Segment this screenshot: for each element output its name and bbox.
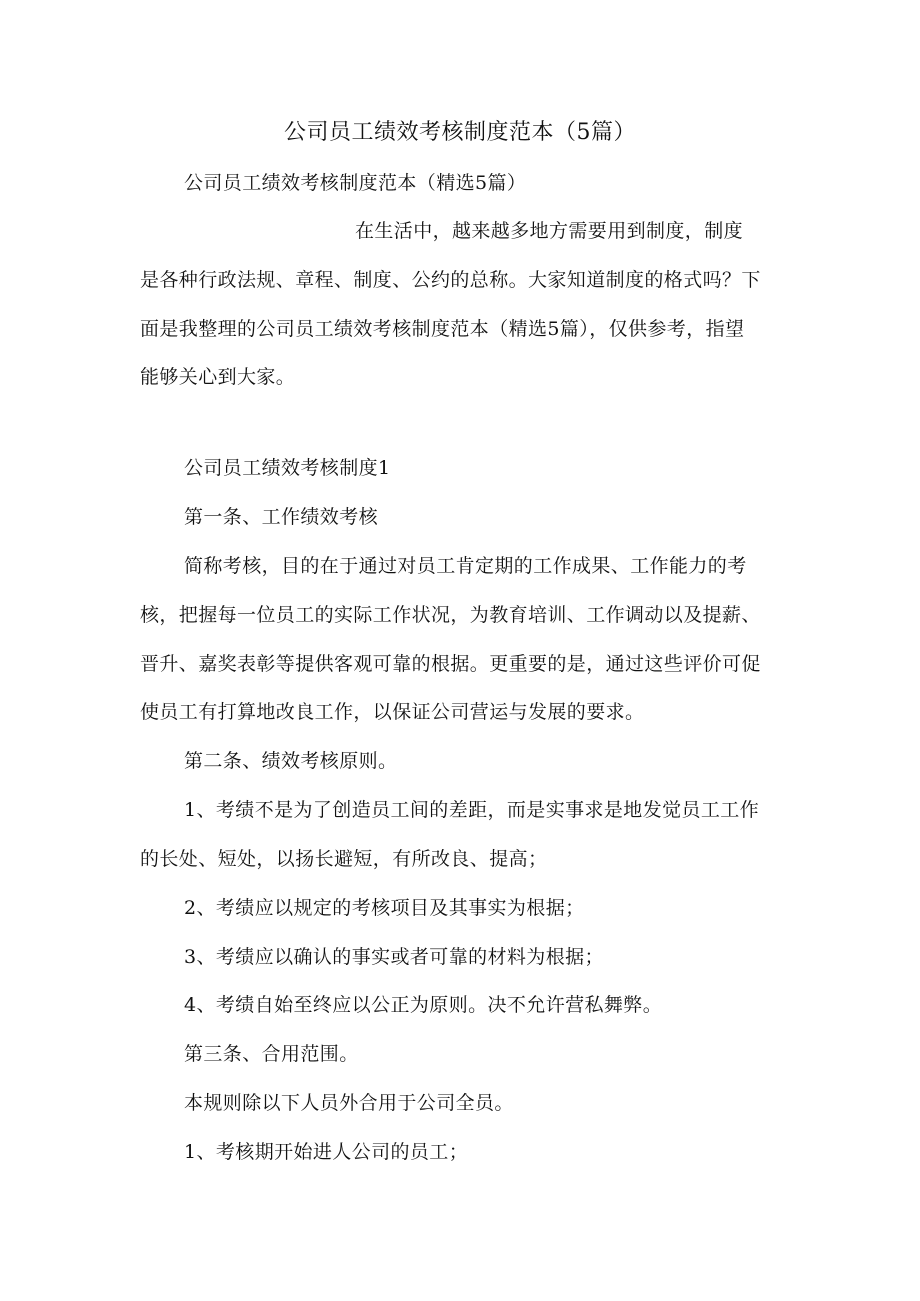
article2-title: 第二条、绩效考核原则。	[184, 750, 398, 772]
intro-line-1: 在生活中，越来越多地方需要用到制度，制度	[355, 220, 744, 242]
intro-line-3: 面是我整理的公司员工绩效考核制度范本（精选5篇），仅供参考，指望	[140, 318, 745, 340]
article2-item-1-line-2: 的长处、短处，以扬长避短，有所改良、提高；	[140, 848, 548, 870]
intro-line-4: 能够关心到大家。	[140, 366, 296, 388]
article2-item-4: 4、考绩自始至终应以公正为原则。决不允许营私舞弊。	[184, 994, 663, 1016]
article3-body: 本规则除以下人员外合用于公司全员。	[184, 1092, 514, 1114]
intro-line-2: 是各种行政法规、章程、制度、公约的总称。大家知道制度的格式吗？下	[140, 269, 761, 291]
article1-line-2: 核，把握每一位员工的实际工作状况，为教育培训、工作调动以及提薪、	[140, 604, 761, 626]
article1-line-1: 简称考核，目的在于通过对员工肯定期的工作成果、工作能力的考	[184, 555, 747, 577]
document-subtitle: 公司员工绩效考核制度范本（精选5篇）	[184, 172, 527, 194]
article2-item-3: 3、考绩应以确认的事实或者可靠的材料为根据；	[184, 946, 604, 968]
article2-item-2: 2、考绩应以规定的考核项目及其事实为根据；	[184, 897, 585, 919]
article1-title: 第一条、工作绩效考核	[184, 506, 379, 528]
article1-line-3: 晋升、嘉奖表彰等提供客观可靠的根据。更重要的是，通过这些评价可促	[140, 653, 761, 675]
section-heading: 公司员工绩效考核制度1	[184, 457, 391, 479]
article1-line-4: 使员工有打算地改良工作，以保证公司营运与发展的要求。	[140, 701, 645, 723]
document-title: 公司员工绩效考核制度范本（5篇）	[284, 120, 636, 145]
article3-title: 第三条、合用范围。	[184, 1043, 359, 1065]
article3-item-1: 1、考核期开始进人公司的员工；	[184, 1141, 469, 1163]
article2-item-1-line-1: 1、考绩不是为了创造员工间的差距，而是实事求是地发觉员工工作	[184, 799, 760, 821]
